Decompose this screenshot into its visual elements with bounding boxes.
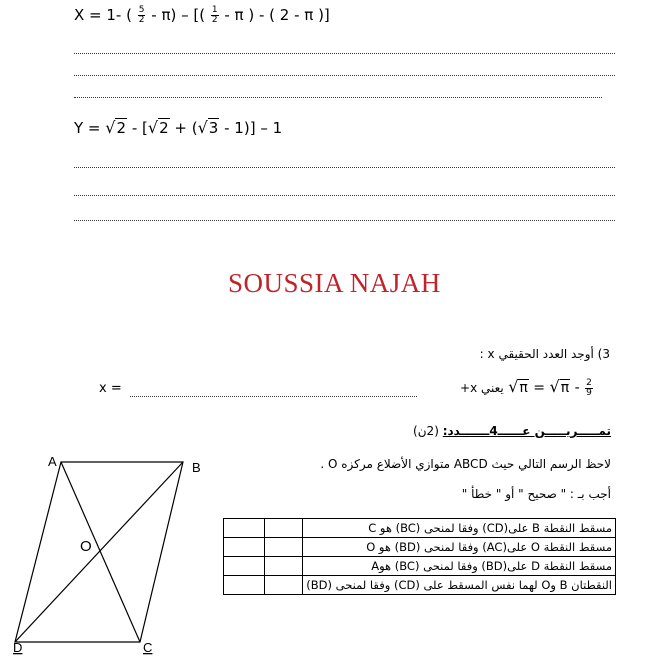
expression-y (74, 118, 282, 137)
sqrt-3: √3 (197, 118, 219, 137)
sqrt-pi: √π (549, 377, 570, 396)
answer-line (74, 166, 615, 168)
true-false-table (223, 518, 616, 595)
fraction-2-9: $\frac{2}{9}$ (586, 377, 592, 398)
exercise4-heading-row (413, 424, 611, 438)
q3-label: 3) أوجد العدد الحقيقي x : (479, 347, 610, 361)
y-prefix: Y = (74, 119, 101, 137)
q3-equation (460, 377, 594, 398)
answer-line (74, 52, 615, 54)
answer-cell[interactable] (224, 557, 265, 576)
fraction-1-2 (211, 6, 219, 25)
eq-equals: = (533, 380, 546, 396)
statement-cell: مسقط النقطة B على(CD) وفقا لمنحى (BC) هو C (303, 519, 616, 538)
table-row (224, 538, 616, 557)
frac-num: 1 (211, 5, 218, 15)
sqrt-2: √2 (105, 118, 127, 137)
table-row (224, 557, 616, 576)
q3-answer-label: x = (99, 381, 122, 396)
answer-cell[interactable] (264, 576, 303, 595)
label-c: C (143, 640, 153, 655)
exercise4-instruction: لاحظ الرسم التالي حيث ABCD متوازي الأضلاع مركزه O . (320, 457, 611, 471)
label-a: A (48, 454, 57, 469)
y-mid1: - [ (131, 119, 148, 137)
statement-cell: مسقط النقطة O على(AC) وفقا لمنحى (BD) هو O (303, 538, 616, 557)
document-title: SOUSSIA NAJAH (228, 268, 441, 298)
x-part1: - π) – [( (151, 6, 206, 24)
exercise4-points: (2ن) (413, 424, 439, 438)
y-mid2: + ( (174, 119, 198, 137)
exercise4-heading: تمـــــريـــــن عــــــ4ـــــــدد: (442, 424, 611, 438)
frac-den: 2 (211, 15, 218, 25)
parallelogram-figure (0, 445, 215, 657)
answer-cell[interactable] (264, 519, 303, 538)
answer-line (74, 74, 615, 76)
x-prefix: X = 1- ( (74, 6, 132, 24)
table-row (224, 576, 616, 595)
answer-line (74, 194, 615, 196)
answer-cell[interactable] (224, 538, 265, 557)
label-d: D (13, 640, 23, 655)
frac-den: 2 (138, 15, 145, 25)
statement-cell: مسقط النقطة D على(BD) وفقا لمنحى (BC) هوA (303, 557, 616, 576)
expression-x (74, 6, 330, 25)
diagonal-bd (15, 462, 183, 642)
statement-cell: النقطتان B وO لهما نفس المسقط على (CD) وفقا لمنحى (BD) (303, 576, 616, 595)
answer-line (74, 219, 615, 221)
answer-line (130, 395, 417, 397)
sqrt-pi: √π (508, 377, 528, 396)
fraction-5-2 (138, 6, 146, 25)
answer-cell[interactable] (264, 557, 303, 576)
sqrt-2: √2 (147, 118, 169, 137)
answer-line (74, 96, 602, 98)
label-b: B (192, 460, 201, 475)
answer-cell[interactable] (224, 576, 265, 595)
answer-cell[interactable] (264, 538, 303, 557)
label-o: O (80, 538, 92, 555)
y-tail: - 1)] – 1 (224, 119, 283, 137)
answer-cell[interactable] (224, 519, 265, 538)
frac-num: 5 (138, 5, 145, 15)
exercise4-answer-prompt: أجب بـ : " صحيح " أو " خطأ " (461, 487, 611, 501)
eq-minus: - (574, 380, 580, 396)
x-part2: - π ) - ( 2 - π )] (224, 6, 330, 24)
table-row (224, 519, 616, 538)
eq-prefix: يعني x+ (460, 381, 504, 395)
diagonal-ac (61, 462, 140, 642)
